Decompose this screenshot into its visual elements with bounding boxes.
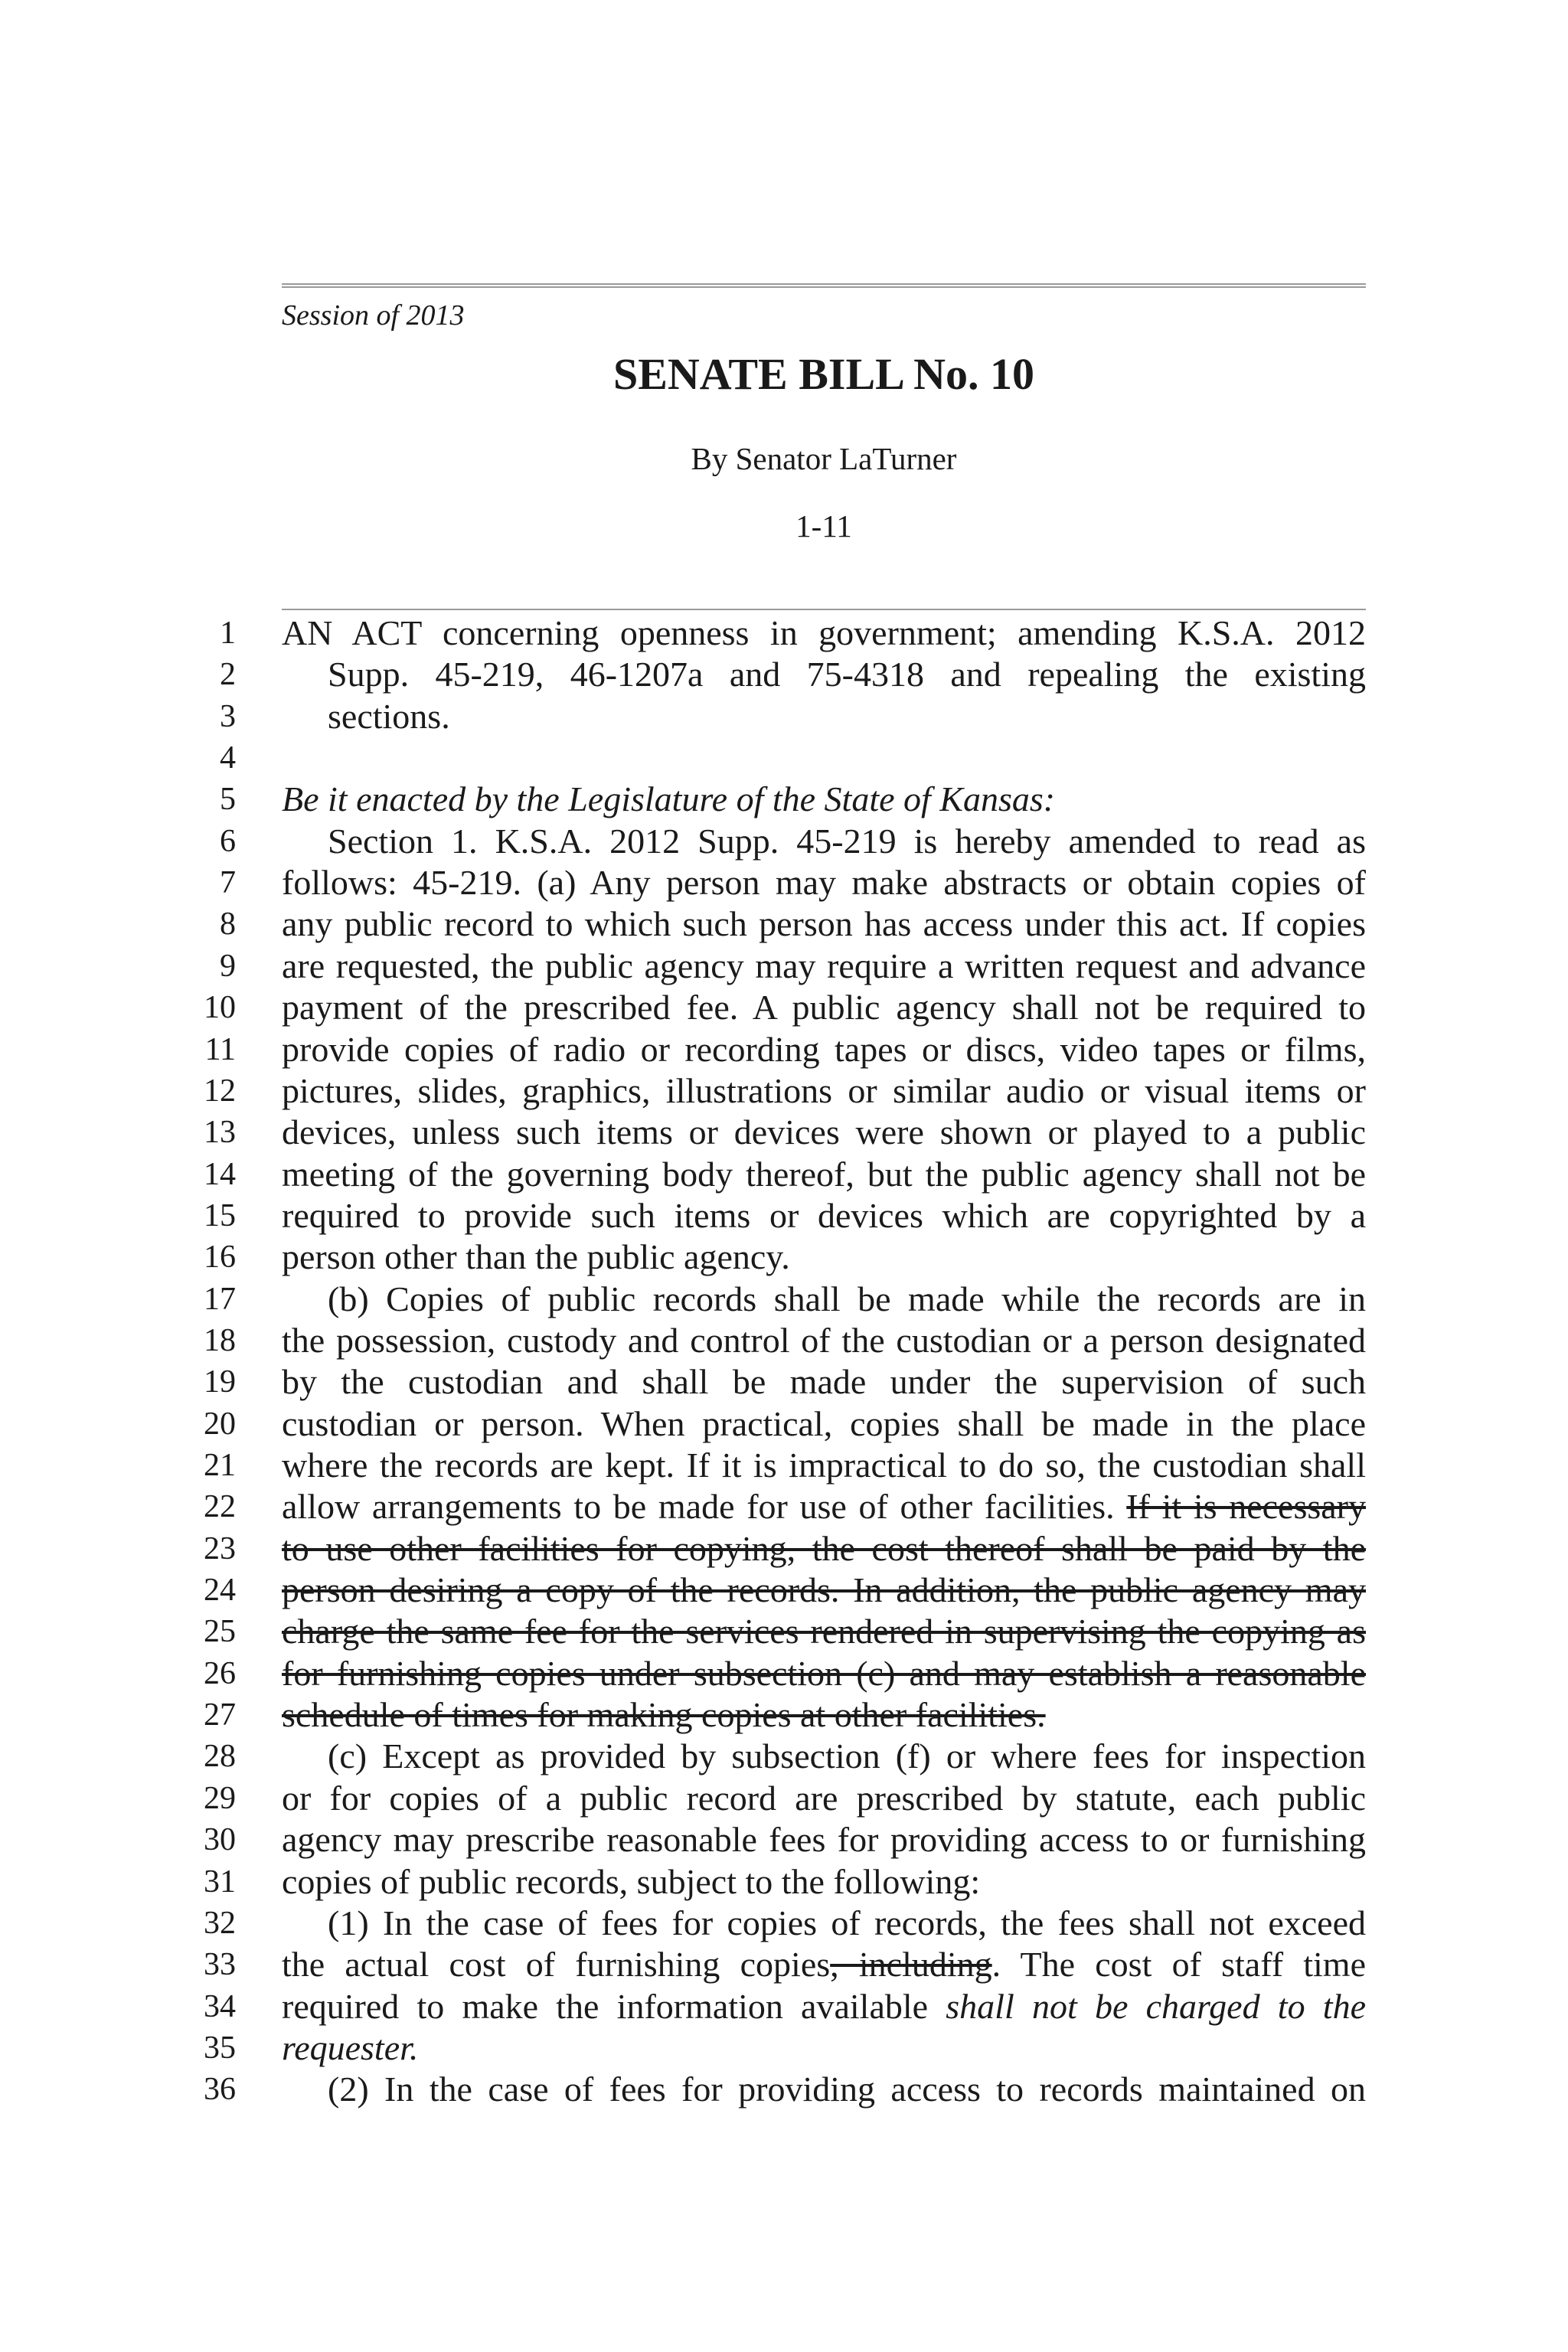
text-segment: allow arrangements to be made for use of other facilities. (282, 1487, 1127, 1526)
line-number: 9 (220, 949, 236, 984)
bill-text-line (282, 1279, 1366, 1319)
line-number: 36 (204, 2072, 236, 2107)
bill-text-line (282, 1403, 1366, 1444)
text-segment: Supp. 45-219, 46-1207a and 75-4318 and repealing the existing (328, 655, 1366, 694)
bill-text-line (282, 903, 1366, 944)
bill-text-line (282, 1195, 1366, 1236)
italic-text: shall not be charged to the (946, 1987, 1366, 2026)
line-number: 3 (220, 699, 236, 734)
bill-text-line (282, 1154, 1366, 1194)
line-number: 5 (220, 782, 236, 817)
title-rule (282, 609, 1366, 610)
stricken-text: schedule of times for making copies at other facilities. (282, 1695, 1046, 1734)
bill-text-line (282, 1944, 1366, 1984)
bill-sponsor: By Senator LaTurner (691, 441, 957, 476)
line-number: 14 (204, 1157, 236, 1192)
italic-text: requester. (282, 2028, 419, 2067)
bill-date: 1-11 (795, 508, 852, 544)
text-segment: (b) Copies of public records shall be made while the records are in (328, 1279, 1366, 1318)
text-segment: any public record to which such person has access under this act. If copies (282, 904, 1366, 943)
text-segment: the possession, custody and control of the custodian or a person designated (282, 1321, 1366, 1360)
text-segment: (c) Except as provided by subsection (f) or where fees for inspection (328, 1736, 1366, 1775)
bill-text-line (282, 1778, 1366, 1818)
text-segment: agency may prescribe reasonable fees for providing access to or furnishing (282, 1820, 1366, 1859)
text-segment: devices, unless such items or devices were shown or played to a public (282, 1112, 1366, 1152)
stricken-text: for furnishing copies under subsection (c) and may establish a reasonable (282, 1654, 1366, 1693)
line-number: 35 (204, 2030, 236, 2066)
bill-text-line (282, 2069, 1366, 2109)
line-number: 28 (204, 1739, 236, 1774)
line-number: 1 (220, 616, 236, 651)
text-segment: pictures, slides, graphics, illustrations or similar audio or visual items or (282, 1071, 1366, 1110)
text-segment: or for copies of a public record are prescribed by statute, each public (282, 1779, 1366, 1818)
line-number: 17 (204, 1282, 236, 1317)
bill-text-line (282, 1320, 1366, 1361)
bill-text-line (282, 779, 1366, 819)
line-number: 31 (204, 1864, 236, 1900)
bill-text-line (282, 1861, 1366, 1902)
line-number: 30 (204, 1822, 236, 1857)
bill-text-line (328, 654, 1366, 694)
line-number: 34 (204, 1989, 236, 2024)
bill-text-line (282, 1611, 1366, 1651)
line-number: 10 (204, 990, 236, 1025)
text-segment: (2) In the case of fees for providing access to records maintained on (328, 2069, 1366, 2109)
text-segment: person other than the public agency. (282, 1237, 790, 1276)
bill-text-line (282, 862, 1366, 903)
line-number: 13 (204, 1115, 236, 1150)
text-segment: follows: 45-219. (a) Any person may make abstracts or obtain copies of (282, 863, 1366, 902)
bill-text-line (282, 1694, 1366, 1735)
line-number: 21 (204, 1448, 236, 1483)
stricken-text: to use other facilities for copying, the cost thereof shall be paid by the (282, 1529, 1366, 1568)
bill-text-line (282, 1112, 1366, 1152)
line-number: 8 (220, 906, 236, 942)
line-number: 15 (204, 1198, 236, 1233)
line-number: 26 (204, 1656, 236, 1691)
header-double-rule (282, 283, 1366, 288)
bill-text-line (282, 1736, 1366, 1776)
bill-text-line (282, 1361, 1366, 1402)
text-segment: Section 1. K.S.A. 2012 Supp. 45-219 is hereby amended to read as (328, 822, 1366, 861)
line-number: 33 (204, 1947, 236, 1982)
stricken-text: If it is necessary (1126, 1487, 1367, 1526)
bill-text-line (282, 821, 1366, 861)
text-segment: are requested, the public agency may require a written request and advance (282, 946, 1366, 985)
text-segment: required to make the information available (282, 1987, 946, 2026)
line-number: 29 (204, 1781, 236, 1816)
line-number: 24 (204, 1573, 236, 1608)
text-segment: the actual cost of furnishing copies (282, 1945, 831, 1984)
line-number: 4 (220, 740, 236, 776)
text-segment: where the records are kept. If it is impractical to do so, the custodian shall (282, 1446, 1366, 1485)
line-number: 23 (204, 1531, 236, 1566)
session-label: Session of 2013 (282, 299, 465, 332)
bill-text-line (282, 2027, 1366, 2068)
line-number: 27 (204, 1697, 236, 1733)
bill-text-line (282, 612, 1366, 653)
line-number: 11 (204, 1032, 236, 1067)
text-segment: (1) In the case of fees for copies of records, the fees shall not exceed (328, 1903, 1366, 1942)
line-number: 7 (220, 865, 236, 900)
italic-text: Be it enacted by the Legislature of the State of Kansas: (282, 779, 1056, 818)
bill-text-line (282, 1570, 1366, 1610)
text-segment: provide copies of radio or recording tapes or discs, video tapes or films, (282, 1030, 1366, 1069)
line-number: 18 (204, 1323, 236, 1358)
bill-text-line (282, 1819, 1366, 1860)
text-segment: required to provide such items or devices which are copyrighted by a (282, 1196, 1366, 1235)
bill-text-line (282, 1528, 1366, 1569)
text-segment: custodian or person. When practical, copies shall be made in the place (282, 1404, 1366, 1443)
bill-text-line (282, 1070, 1366, 1111)
line-number: 6 (220, 824, 236, 859)
bill-text-line (282, 1486, 1366, 1527)
bill-text-line (282, 1445, 1366, 1485)
bill-text-line (282, 1236, 1366, 1277)
text-segment: sections. (328, 697, 450, 736)
text-segment: by the custodian and shall be made under the supervision of such (282, 1362, 1366, 1401)
bill-text-line (282, 1653, 1366, 1694)
line-number: 12 (204, 1073, 236, 1109)
bill-text-line (282, 1029, 1366, 1070)
text-segment: AN ACT concerning openness in government; amending K.S.A. 2012 (282, 613, 1366, 652)
stricken-text: person desiring a copy of the records. In addition, the public agency may (282, 1570, 1366, 1609)
text-segment: copies of public records, subject to the following: (282, 1862, 981, 1901)
stricken-text: charge the same fee for the services rendered in supervising the copying as (282, 1612, 1366, 1651)
bill-text-line (282, 987, 1366, 1027)
bill-title: SENATE BILL No. 10 (612, 349, 1035, 399)
line-number: 16 (204, 1240, 236, 1275)
line-number: 20 (204, 1406, 236, 1442)
line-number: 22 (204, 1489, 236, 1524)
bill-text-line (282, 946, 1366, 986)
text-segment: meeting of the governing body thereof, but the public agency shall not be (282, 1155, 1366, 1194)
bill-text-line (328, 696, 1366, 737)
line-number: 2 (220, 657, 236, 692)
bill-text-line (282, 1903, 1366, 1943)
text-segment: . The cost of staff time (991, 1945, 1367, 1984)
line-number: 32 (204, 1906, 236, 1941)
line-number: 19 (204, 1364, 236, 1400)
bill-text-line (282, 1986, 1366, 2027)
line-number: 25 (204, 1614, 236, 1649)
stricken-text: , including (830, 1945, 992, 1984)
text-segment: payment of the prescribed fee. A public agency shall not be required to (282, 988, 1366, 1027)
